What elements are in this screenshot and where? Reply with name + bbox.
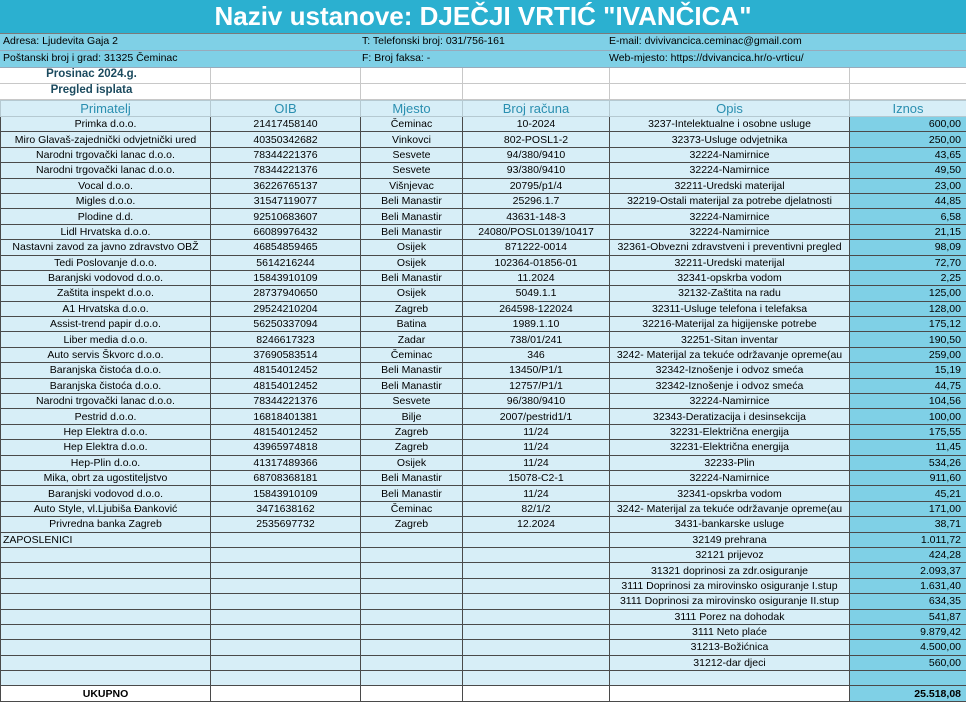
cell-racun[interactable]: 11.2024 (463, 270, 610, 285)
cell-mjesto[interactable] (361, 547, 463, 562)
cell-mjesto[interactable]: Sesvete (361, 163, 463, 178)
cell-mjesto[interactable]: Sesvete (361, 147, 463, 162)
cell-primatelj[interactable]: Lidl Hrvatska d.o.o. (1, 224, 211, 239)
cell-opis[interactable]: 32311-Usluge telefona i telefaksa (610, 301, 850, 316)
cell-primatelj[interactable]: Tedi Poslovanje d.o.o. (1, 255, 211, 270)
cell-oib[interactable]: 31547119077 (211, 193, 361, 208)
col-header-opis[interactable]: Opis (610, 101, 850, 117)
cell-iznos[interactable]: 45,21 (850, 486, 966, 501)
cell-mjesto[interactable] (361, 594, 463, 609)
cell-iznos[interactable]: 98,09 (850, 240, 966, 255)
cell-mjesto[interactable]: Beli Manastir (361, 363, 463, 378)
cell-racun[interactable] (463, 624, 610, 639)
cell-mjesto[interactable]: Čeminac (361, 501, 463, 516)
table-row (1, 563, 966, 578)
cell-mjesto[interactable]: Beli Manastir (361, 224, 463, 239)
cell-primatelj[interactable]: Auto Style, vl.Ljubiša Đanković (1, 501, 211, 516)
table-row (1, 224, 966, 239)
cell-primatelj[interactable]: Hep-Plin d.o.o. (1, 455, 211, 470)
table-row (1, 163, 966, 178)
cell-oib[interactable] (211, 547, 361, 562)
cell-racun[interactable] (463, 532, 610, 547)
cell-primatelj[interactable]: Primka d.o.o. (1, 117, 211, 132)
cell-primatelj[interactable]: Baranjski vodovod d.o.o. (1, 486, 211, 501)
cell-oib[interactable]: 48154012452 (211, 378, 361, 393)
cell-racun[interactable]: 346 (463, 347, 610, 362)
cell-racun[interactable]: 102364-01856-01 (463, 255, 610, 270)
table-row (1, 486, 966, 501)
cell-opis[interactable]: 32342-Iznošenje i odvoz smeća (610, 378, 850, 393)
cell-mjesto[interactable] (361, 578, 463, 593)
cell-racun[interactable] (463, 655, 610, 670)
cell-oib[interactable] (211, 563, 361, 578)
cell-mjesto[interactable]: Beli Manastir (361, 470, 463, 485)
cell-mjesto[interactable]: Osijek (361, 240, 463, 255)
cell-oib[interactable]: 3471638162 (211, 501, 361, 516)
cell-opis[interactable] (610, 671, 850, 686)
table-row (1, 424, 966, 439)
cell-oib[interactable]: 5614216244 (211, 255, 361, 270)
cell-iznos[interactable]: 911,60 (850, 470, 966, 485)
col-header-mjesto[interactable]: Mjesto (361, 101, 463, 117)
info-row-1 (0, 34, 966, 51)
cell-iznos[interactable]: 44,75 (850, 378, 966, 393)
cell-primatelj[interactable] (1, 655, 211, 670)
table-row (1, 640, 966, 655)
cell-mjesto[interactable]: Osijek (361, 255, 463, 270)
cell-opis[interactable]: 32231-Električna energija (610, 424, 850, 439)
table-row (1, 363, 966, 378)
cell-mjesto[interactable] (361, 624, 463, 639)
cell-opis[interactable]: 32219-Ostali materijal za potrebe djelatnosti (610, 193, 850, 208)
cell-opis[interactable]: 3242- Materijal za tekuće održavanje opreme(au (610, 501, 850, 516)
cell-iznos[interactable]: 259,00 (850, 347, 966, 362)
cell-opis[interactable]: 3111 Doprinosi za mirovinsko osiguranje II.stup (610, 594, 850, 609)
cell-racun[interactable]: 1989.1.10 (463, 317, 610, 332)
cell-opis[interactable]: 32373-Usluge odvjetnika (610, 132, 850, 147)
cell-primatelj[interactable]: Auto servis Škvorc d.o.o. (1, 347, 211, 362)
col-header-oib[interactable]: OIB (211, 101, 361, 117)
cell-iznos[interactable]: 634,35 (850, 594, 966, 609)
table-row (1, 240, 966, 255)
cell-opis[interactable]: 32211-Uredski materijal (610, 255, 850, 270)
info-row-2 (0, 51, 966, 68)
cell-racun[interactable] (463, 609, 610, 624)
col-header-iznos[interactable]: Iznos (850, 101, 966, 117)
cell-mjesto[interactable]: Zadar (361, 332, 463, 347)
cell-primatelj[interactable] (1, 594, 211, 609)
cell-oib[interactable]: 21417458140 (211, 117, 361, 132)
table-row (1, 594, 966, 609)
cell-primatelj[interactable]: Vocal d.o.o. (1, 178, 211, 193)
postal-cell[interactable]: Poštanski broj i grad: 31325 Čeminac (3, 52, 178, 64)
cell-iznos[interactable]: 49,50 (850, 163, 966, 178)
cell-mjesto[interactable] (361, 609, 463, 624)
cell-mjesto[interactable]: Osijek (361, 286, 463, 301)
cell-iznos[interactable]: 600,00 (850, 117, 966, 132)
table-row (1, 378, 966, 393)
cell-oib[interactable]: 48154012452 (211, 363, 361, 378)
table-row (1, 578, 966, 593)
cell-iznos[interactable]: 541,87 (850, 609, 966, 624)
cell-opis[interactable]: 32121 prijevoz (610, 547, 850, 562)
cell-opis[interactable]: 32341-opskrba vodom (610, 270, 850, 285)
cell-racun[interactable] (463, 563, 610, 578)
cell-primatelj[interactable]: Baranjska čistoća d.o.o. (1, 363, 211, 378)
cell-iznos[interactable]: 175,55 (850, 424, 966, 439)
table-row (1, 286, 966, 301)
cell-iznos[interactable]: 1.631,40 (850, 578, 966, 593)
cell-racun[interactable] (463, 671, 610, 686)
table-row (1, 609, 966, 624)
table-body (1, 117, 966, 686)
table-row (1, 332, 966, 347)
cell-iznos[interactable]: 72,70 (850, 255, 966, 270)
cell-primatelj[interactable]: Narodni trgovački lanac d.o.o. (1, 394, 211, 409)
cell-opis[interactable]: 32224-Namirnice (610, 224, 850, 239)
cell-primatelj[interactable]: Narodni trgovački lanac d.o.o. (1, 163, 211, 178)
cell-primatelj[interactable]: Baranjska čistoća d.o.o. (1, 378, 211, 393)
cell-oib[interactable]: 16818401381 (211, 409, 361, 424)
table-row (1, 117, 966, 132)
cell-mjesto[interactable]: Batina (361, 317, 463, 332)
table-row (1, 209, 966, 224)
table-row (1, 470, 966, 485)
cell-primatelj[interactable]: Nastavni zavod za javno zdravstvo OBŽ (1, 240, 211, 255)
cell-primatelj[interactable]: Plodine d.d. (1, 209, 211, 224)
address-cell[interactable]: Adresa: Ljudevita Gaja 2 (3, 35, 118, 47)
cell-primatelj[interactable] (1, 609, 211, 624)
total-empty-cell[interactable] (361, 686, 463, 701)
cell-oib[interactable]: 78344221376 (211, 147, 361, 162)
cell-mjesto[interactable]: Beli Manastir (361, 378, 463, 393)
cell-racun[interactable]: 25296.1.7 (463, 193, 610, 208)
cell-opis[interactable]: 3111 Neto plaće (610, 624, 850, 639)
table-row (1, 132, 966, 147)
cell-racun[interactable]: 13450/P1/1 (463, 363, 610, 378)
page-title: Naziv ustanove: DJEČJI VRTIĆ "IVANČICA" (0, 0, 966, 34)
table-row (1, 655, 966, 670)
table-header (1, 101, 966, 117)
cell-iznos[interactable]: 43,65 (850, 147, 966, 162)
table-row (1, 147, 966, 162)
cell-oib[interactable] (211, 671, 361, 686)
cell-iznos[interactable]: 1.011,72 (850, 532, 966, 547)
cell-mjesto[interactable]: Čeminac (361, 117, 463, 132)
email-cell[interactable]: E-mail: dvivivancica.ceminac@gmail.com (609, 35, 802, 47)
table-row (1, 317, 966, 332)
table-row (1, 301, 966, 316)
cell-primatelj[interactable]: Zaštita inspekt d.o.o. (1, 286, 211, 301)
cell-opis[interactable]: 32343-Deratizacija i desinsekcija (610, 409, 850, 424)
cell-mjesto[interactable]: Čeminac (361, 347, 463, 362)
cell-racun[interactable]: 5049.1.1 (463, 286, 610, 301)
cell-oib[interactable]: 8246617323 (211, 332, 361, 347)
cell-mjesto[interactable]: Zagreb (361, 424, 463, 439)
cell-mjesto[interactable]: Beli Manastir (361, 270, 463, 285)
cell-oib[interactable] (211, 578, 361, 593)
cell-mjesto[interactable]: Višnjevac (361, 178, 463, 193)
fax-cell[interactable]: F: Broj faksa: - (362, 52, 431, 64)
cell-opis[interactable]: 32341-opskrba vodom (610, 486, 850, 501)
cell-racun[interactable]: 11/24 (463, 424, 610, 439)
cell-racun[interactable]: 96/380/9410 (463, 394, 610, 409)
table-row (1, 409, 966, 424)
cell-primatelj[interactable]: Hep Elektra d.o.o. (1, 424, 211, 439)
cell-mjesto[interactable]: Zagreb (361, 301, 463, 316)
cell-iznos[interactable]: 15,19 (850, 363, 966, 378)
cell-iznos[interactable]: 424,28 (850, 547, 966, 562)
cell-mjesto[interactable] (361, 563, 463, 578)
cell-opis[interactable]: 32132-Zaštita na radu (610, 286, 850, 301)
cell-iznos[interactable]: 560,00 (850, 655, 966, 670)
cell-primatelj[interactable]: Hep Elektra d.o.o. (1, 440, 211, 455)
cell-mjesto[interactable]: Vinkovci (361, 132, 463, 147)
cell-primatelj[interactable] (1, 640, 211, 655)
table-row (1, 440, 966, 455)
cell-iznos[interactable]: 128,00 (850, 301, 966, 316)
cell-primatelj[interactable]: A1 Hrvatska d.o.o. (1, 301, 211, 316)
cell-opis[interactable]: 32224-Namirnice (610, 394, 850, 409)
table-row (1, 624, 966, 639)
cell-racun[interactable]: 871222-0014 (463, 240, 610, 255)
cell-racun[interactable]: 11/24 (463, 486, 610, 501)
total-empty-cell[interactable] (211, 686, 361, 701)
cell-mjesto[interactable]: Beli Manastir (361, 193, 463, 208)
total-label[interactable]: UKUPNO (1, 686, 211, 701)
meta-row-subtitle (0, 84, 966, 100)
cell-racun[interactable]: 11/24 (463, 455, 610, 470)
cell-oib[interactable] (211, 532, 361, 547)
cell-oib[interactable] (211, 609, 361, 624)
cell-opis[interactable]: 32224-Namirnice (610, 163, 850, 178)
cell-primatelj[interactable]: Narodni trgovački lanac d.o.o. (1, 147, 211, 162)
cell-racun[interactable]: 93/380/9410 (463, 163, 610, 178)
cell-opis[interactable]: 32216-Materijal za higijenske potrebe (610, 317, 850, 332)
month-label[interactable]: Prosinac 2024.g. (46, 68, 137, 80)
cell-racun[interactable]: 802-POSL1-2 (463, 132, 610, 147)
cell-opis[interactable]: 32233-Plin (610, 455, 850, 470)
cell-oib[interactable]: 2535697732 (211, 517, 361, 532)
cell-primatelj[interactable]: Privredna banka Zagreb (1, 517, 211, 532)
cell-iznos[interactable]: 21,15 (850, 224, 966, 239)
cell-iznos[interactable]: 11,45 (850, 440, 966, 455)
cell-oib[interactable]: 92510683607 (211, 209, 361, 224)
cell-iznos[interactable]: 175,12 (850, 317, 966, 332)
cell-mjesto[interactable]: Bilje (361, 409, 463, 424)
table-row (1, 532, 966, 547)
table-row (1, 270, 966, 285)
table-row (1, 193, 966, 208)
table-row (1, 547, 966, 562)
cell-primatelj[interactable] (1, 547, 211, 562)
cell-oib[interactable] (211, 594, 361, 609)
cell-opis[interactable]: 32231-Električna energija (610, 440, 850, 455)
cell-iznos[interactable]: 38,71 (850, 517, 966, 532)
cell-oib[interactable]: 36226765137 (211, 178, 361, 193)
cell-racun[interactable]: 15078-C2-1 (463, 470, 610, 485)
cell-oib[interactable]: 46854859465 (211, 240, 361, 255)
cell-iznos[interactable]: 44,85 (850, 193, 966, 208)
cell-opis[interactable]: 31213-Božićnica (610, 640, 850, 655)
cell-racun[interactable] (463, 640, 610, 655)
cell-oib[interactable]: 29524210204 (211, 301, 361, 316)
cell-mjesto[interactable] (361, 671, 463, 686)
col-header-primatelj[interactable]: Primatelj (1, 101, 211, 117)
table-row (1, 178, 966, 193)
cell-iznos[interactable]: 100,00 (850, 409, 966, 424)
web-cell[interactable]: Web-mjesto: https://dvivancica.hr/o-vrticu/ (609, 52, 804, 64)
col-header-racun[interactable]: Broj računa (463, 101, 610, 117)
cell-primatelj[interactable]: Baranjski vodovod d.o.o. (1, 270, 211, 285)
cell-opis[interactable]: 32211-Uredski materijal (610, 178, 850, 193)
cell-primatelj[interactable] (1, 624, 211, 639)
cell-iznos[interactable]: 171,00 (850, 501, 966, 516)
cell-racun[interactable]: 20795/p1/4 (463, 178, 610, 193)
table-row (1, 347, 966, 362)
cell-oib[interactable]: 68708368181 (211, 470, 361, 485)
cell-iznos[interactable]: 23,00 (850, 178, 966, 193)
cell-primatelj[interactable] (1, 563, 211, 578)
cell-opis[interactable]: 31212-dar djeci (610, 655, 850, 670)
cell-opis[interactable]: 3431-bankarske usluge (610, 517, 850, 532)
cell-oib[interactable]: 56250337094 (211, 317, 361, 332)
cell-iznos[interactable] (850, 671, 966, 686)
cell-iznos[interactable]: 9.879,42 (850, 624, 966, 639)
cell-mjesto[interactable] (361, 655, 463, 670)
cell-mjesto[interactable] (361, 532, 463, 547)
cell-racun[interactable]: 12757/P1/1 (463, 378, 610, 393)
cell-iznos[interactable]: 4.500,00 (850, 640, 966, 655)
cell-opis[interactable]: 3242- Materijal za tekuće održavanje opreme(au (610, 347, 850, 362)
cell-racun[interactable]: 12.2024 (463, 517, 610, 532)
total-row (1, 686, 966, 701)
cell-primatelj[interactable]: Miro Glavaš-zajednički odvjetnički ured (1, 132, 211, 147)
cell-iznos[interactable]: 2,25 (850, 270, 966, 285)
table-row (1, 394, 966, 409)
cell-opis[interactable]: 32224-Namirnice (610, 147, 850, 162)
table-row (1, 455, 966, 470)
cell-opis[interactable]: 32224-Namirnice (610, 209, 850, 224)
cell-racun[interactable]: 43631-148-3 (463, 209, 610, 224)
cell-primatelj[interactable]: Mika, obrt za ugostiteljstvo (1, 470, 211, 485)
cell-racun[interactable]: 11/24 (463, 440, 610, 455)
table-row (1, 671, 966, 686)
cell-racun[interactable]: 10-2024 (463, 117, 610, 132)
cell-opis[interactable]: 32251-Sitan inventar (610, 332, 850, 347)
cell-oib[interactable]: 41317489366 (211, 455, 361, 470)
cell-iznos[interactable]: 250,00 (850, 132, 966, 147)
payments-table (0, 100, 966, 702)
cell-racun[interactable]: 264598-122024 (463, 301, 610, 316)
cell-oib[interactable]: 37690583514 (211, 347, 361, 362)
table-row (1, 501, 966, 516)
cell-opis[interactable]: 32224-Namirnice (610, 470, 850, 485)
cell-iznos[interactable]: 2.093,37 (850, 563, 966, 578)
total-empty-cell[interactable] (463, 686, 610, 701)
cell-opis[interactable]: 3111 Porez na dohodak (610, 609, 850, 624)
cell-iznos[interactable]: 104,56 (850, 394, 966, 409)
cell-primatelj[interactable]: Assist-trend papir d.o.o. (1, 317, 211, 332)
cell-mjesto[interactable] (361, 640, 463, 655)
cell-iznos[interactable]: 190,50 (850, 332, 966, 347)
cell-racun[interactable]: 82/1/2 (463, 501, 610, 516)
cell-mjesto[interactable]: Zagreb (361, 517, 463, 532)
cell-racun[interactable]: 24080/POSL0139/10417 (463, 224, 610, 239)
total-value[interactable]: 25.518,08 (850, 686, 966, 701)
cell-racun[interactable]: 2007/pestrid1/1 (463, 409, 610, 424)
cell-mjesto[interactable]: Beli Manastir (361, 486, 463, 501)
cell-iznos[interactable]: 6,58 (850, 209, 966, 224)
cell-oib[interactable] (211, 624, 361, 639)
cell-oib[interactable]: 40350342682 (211, 132, 361, 147)
cell-oib[interactable] (211, 655, 361, 670)
cell-oib[interactable]: 15843910109 (211, 270, 361, 285)
meta-row-month (0, 68, 966, 84)
cell-oib[interactable]: 15843910109 (211, 486, 361, 501)
cell-opis[interactable]: 31321 doprinosi za zdr.osiguranje (610, 563, 850, 578)
table-row (1, 255, 966, 270)
cell-oib[interactable]: 43965974818 (211, 440, 361, 455)
table-row (1, 517, 966, 532)
cell-mjesto[interactable]: Zagreb (361, 440, 463, 455)
cell-racun[interactable]: 94/380/9410 (463, 147, 610, 162)
cell-primatelj[interactable] (1, 671, 211, 686)
cell-mjesto[interactable]: Sesvete (361, 394, 463, 409)
cell-oib[interactable] (211, 640, 361, 655)
cell-opis[interactable]: 3237-Intelektualne i osobne usluge (610, 117, 850, 132)
cell-opis[interactable]: 3111 Doprinosi za mirovinsko osiguranje I.stup (610, 578, 850, 593)
cell-racun[interactable]: 738/01/241 (463, 332, 610, 347)
cell-primatelj[interactable]: ZAPOSLENICI (1, 532, 211, 547)
subtitle-label[interactable]: Pregled isplata (50, 84, 133, 96)
cell-mjesto[interactable]: Osijek (361, 455, 463, 470)
cell-primatelj[interactable] (1, 578, 211, 593)
cell-oib[interactable]: 78344221376 (211, 394, 361, 409)
cell-iznos[interactable]: 534,26 (850, 455, 966, 470)
phone-cell[interactable]: T: Telefonski broj: 031/756-161 (362, 35, 505, 47)
cell-oib[interactable]: 28737940650 (211, 286, 361, 301)
total-empty-cell[interactable] (610, 686, 850, 701)
cell-primatelj[interactable]: Pestrid d.o.o. (1, 409, 211, 424)
cell-opis[interactable]: 32149 prehrana (610, 532, 850, 547)
cell-racun[interactable] (463, 547, 610, 562)
cell-primatelj[interactable]: Migles d.o.o. (1, 193, 211, 208)
cell-oib[interactable]: 66089976432 (211, 224, 361, 239)
cell-opis[interactable]: 32342-Iznošenje i odvoz smeća (610, 363, 850, 378)
cell-oib[interactable]: 78344221376 (211, 163, 361, 178)
cell-oib[interactable]: 48154012452 (211, 424, 361, 439)
cell-racun[interactable] (463, 594, 610, 609)
cell-opis[interactable]: 32361-Obvezni zdravstveni i preventivni pregled (610, 240, 850, 255)
cell-mjesto[interactable]: Beli Manastir (361, 209, 463, 224)
cell-primatelj[interactable]: Liber media d.o.o. (1, 332, 211, 347)
cell-iznos[interactable]: 125,00 (850, 286, 966, 301)
cell-racun[interactable] (463, 578, 610, 593)
